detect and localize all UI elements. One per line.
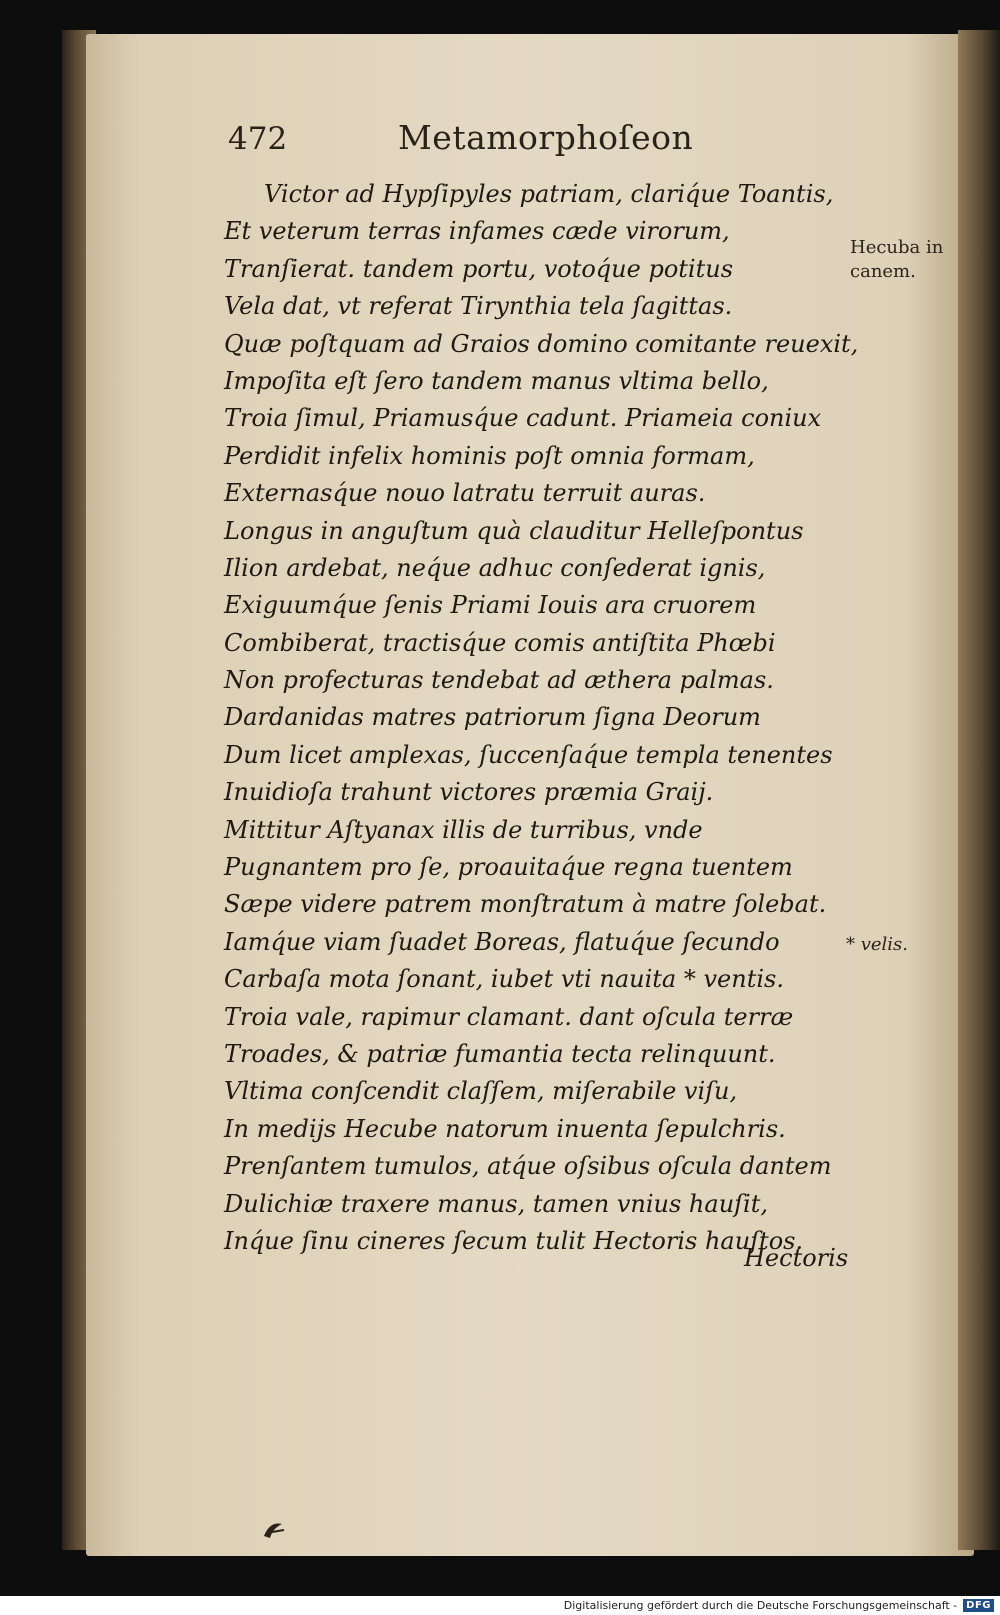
verse-line: Troia ſimul, Priamusq́ue cadunt. Priameia coniux xyxy=(224,404,822,433)
verse-line: Prenſantem tumulos, atq́ue oſsibus oſcula dantem xyxy=(224,1152,832,1181)
dfg-logo: DFG xyxy=(963,1599,994,1612)
verse-line: Iamq́ue viam ſuadet Boreas, flatuq́ue ſecundo xyxy=(224,927,780,956)
verse-line: Inq́ue ſinu cineres ſecum tulit Hectoris hauſtos. xyxy=(224,1226,804,1255)
footer-credit: Digitalisierung gefördert durch die Deutsche Forschungsgemeinschaft - xyxy=(563,1599,958,1612)
verse-line: Mittitur Aſtyanax illis de turribus, vnde xyxy=(224,815,703,844)
verse-line: Non profecturas tendebat ad æthera palmas. xyxy=(224,666,774,695)
catchword: Hectoris xyxy=(744,1244,849,1272)
verse-block xyxy=(224,176,859,1260)
ink-ornament-icon xyxy=(262,1518,288,1540)
verse-line: Quæ poſtquam ad Graios domino comitante reuexit, xyxy=(224,329,859,358)
verse-line: Et veterum terras infames cæde virorum, xyxy=(224,217,730,246)
margin-gloss: * velis. xyxy=(846,934,909,955)
verse-line: Longus in anguſtum quà clauditur Helleſpontus xyxy=(224,516,804,545)
page-header xyxy=(228,118,693,168)
book-right-edge xyxy=(958,30,1000,1550)
verse-line: Carbaſa mota ſonant, iubet vti nauita * ventis. xyxy=(224,965,784,994)
verse-line: Troia vale, rapimur clamant. dant oſcula terræ xyxy=(224,1002,794,1031)
verse-line: Impoſita eſt ſero tandem manus vltima bello, xyxy=(224,366,769,395)
verse-line: Inuidioſa trahunt victores præmia Graij. xyxy=(224,778,714,807)
margin-note-line: canem. xyxy=(850,261,916,282)
verse-line: Ilion ardebat, neq́ue adhuc conſederat ignis, xyxy=(224,553,766,582)
verse-line: In medijs Hecube natorum inuenta ſepulchris. xyxy=(224,1114,786,1143)
verse-line: Dardanidas matres patriorum ſigna Deorum xyxy=(224,703,761,732)
verse-line: Perdidit infelix hominis poſt omnia formam, xyxy=(224,441,755,470)
running-head: Metamorphoſeon xyxy=(398,118,694,157)
verse-line: Externasq́ue nouo latratu terruit auras. xyxy=(224,479,706,508)
margin-note xyxy=(850,236,960,284)
verse-line: Sæpe videre patrem monſtratum à matre ſolebat. xyxy=(224,890,827,919)
verse-line: Tranſierat. tandem portu, votoq́ue potitus xyxy=(224,254,734,283)
verse-line: Troades, & patriæ fumantia tecta relinquunt. xyxy=(224,1039,776,1068)
verse-line: Pugnantem pro ſe, proauitaq́ue regna tuentem xyxy=(224,853,793,882)
verse-line: Exiguumq́ue ſenis Priami Iouis ara cruorem xyxy=(224,591,757,620)
verse-line: Victor ad Hypſipyles patriam, clariq́ue Toantis, xyxy=(264,180,834,208)
verse-line: Dulichiæ traxere manus, tamen vnius hauſit, xyxy=(224,1189,768,1218)
verse-line: Dum licet amplexas, ſuccenſaq́ue templa tenentes xyxy=(224,740,833,769)
page-number: 472 xyxy=(228,121,288,157)
verse-line: Vela dat, vt referat Tirynthia tela ſagittas. xyxy=(224,292,733,321)
verse-line: Combiberat, tractisq́ue comis antiſtita Phœbi xyxy=(224,628,776,657)
margin-note-line: Hecuba in xyxy=(850,237,944,258)
verse-line: Vltima conſcendit claſſem, miſerabile viſu, xyxy=(224,1077,738,1106)
digitization-footer xyxy=(0,1596,1000,1615)
